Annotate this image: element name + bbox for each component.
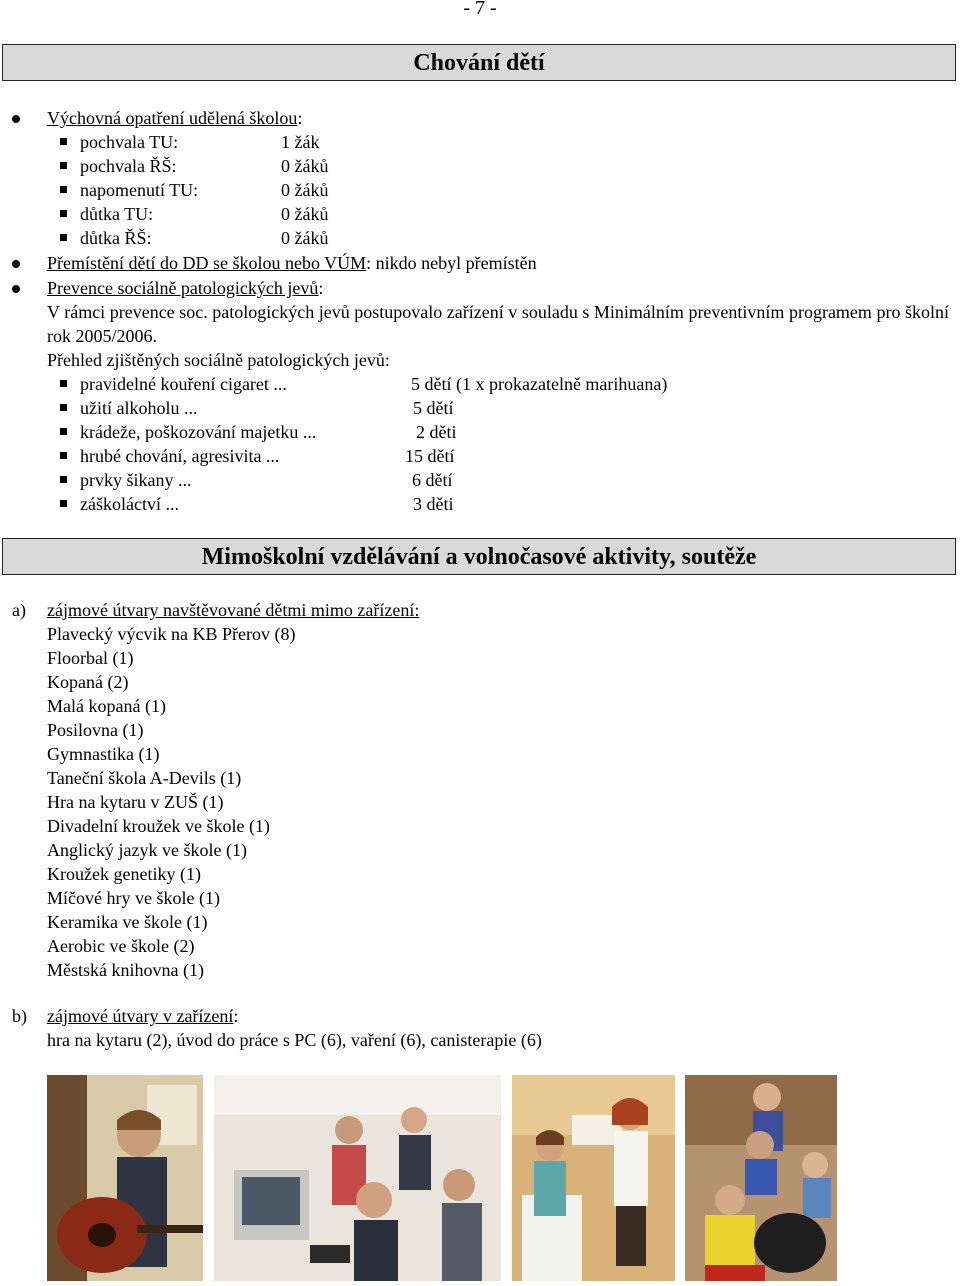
- list-item: Míčové hry ve škole (1): [47, 888, 220, 908]
- measure-value: 0 žáků: [281, 180, 329, 200]
- activities-b-colon: :: [233, 1006, 239, 1026]
- square-bullet-icon: [60, 500, 67, 507]
- section-title-behavior: [2, 44, 956, 81]
- prevention-heading: Prevence sociálně patologických jevů: [47, 278, 319, 298]
- measure-value: 0 žáků: [281, 228, 329, 248]
- phenomenon-value: 5 dětí: [413, 398, 454, 418]
- list-item: Městská knihovna (1): [47, 960, 204, 980]
- photo-guitar-boy: [47, 1075, 203, 1281]
- list-marker-a: a): [12, 600, 26, 620]
- list-item: Posilovna (1): [47, 720, 144, 740]
- photo-kitchen-girls: [512, 1075, 675, 1281]
- section-title-activities: [2, 538, 956, 575]
- activities-b-heading-row: [0, 1004, 960, 1028]
- list-item: Divadelní kroužek ve škole (1): [47, 816, 270, 836]
- phenomenon-value: 3 děti: [413, 494, 454, 514]
- prevention-paragraph: V rámci prevence soc. patologických jevů postupovalo zařízení v souladu s Minimálním preventivním programem pro školní rok 2005/2006.: [47, 302, 949, 346]
- list-item: [0, 154, 960, 178]
- list-item: [0, 130, 960, 154]
- activities-b-text: hra na kytaru (2), úvod do práce s PC (6), vaření (6), canisterapie (6): [47, 1030, 542, 1050]
- page-number: - 7 -: [463, 0, 497, 19]
- measure-value: 0 žáků: [281, 204, 329, 224]
- activities-a-heading-row: [0, 598, 960, 622]
- list-item: Floorbal (1): [47, 648, 134, 668]
- square-bullet-icon: [60, 234, 67, 241]
- section-title-text: Chování dětí: [413, 50, 545, 76]
- list-item: Plavecký výcvik na KB Přerov (8): [47, 624, 296, 644]
- phenomenon-value: 15 dětí: [405, 446, 455, 466]
- prevention-overview: Přehled zjištěných sociálně patologických jevů:: [47, 350, 390, 370]
- list-item: Malá kopaná (1): [47, 696, 166, 716]
- measures-list: [0, 130, 960, 250]
- list-item: Gymnastika (1): [47, 744, 160, 764]
- transfer-text: : nikdo nebyl přemístěn: [366, 253, 537, 273]
- bullet-icon: [12, 260, 20, 268]
- prevention-colon: :: [318, 278, 324, 298]
- photo-children-dog: [685, 1075, 837, 1281]
- phenomenon-label: užití alkoholu ...: [80, 398, 198, 418]
- list-item: [0, 492, 960, 516]
- phenomenon-label: pravidelné kouření cigaret ...: [80, 374, 287, 394]
- list-item: [0, 178, 960, 202]
- activities-a-list: [47, 622, 295, 982]
- square-bullet-icon: [60, 210, 67, 217]
- list-item: [0, 372, 960, 396]
- phenomenon-label: prvky šikany ...: [80, 470, 192, 490]
- phenomenon-value: 5 dětí (1 x prokazatelně marihuana): [411, 374, 668, 394]
- square-bullet-icon: [60, 476, 67, 483]
- square-bullet-icon: [60, 138, 67, 145]
- square-bullet-icon: [60, 380, 67, 387]
- activities-a-heading: zájmové útvary navštěvované dětmi mimo zařízení:: [47, 600, 420, 620]
- measure-value: 0 žáků: [281, 156, 329, 176]
- list-item: Anglický jazyk ve škole (1): [47, 840, 247, 860]
- list-item: Kopaná (2): [47, 672, 129, 692]
- phenomenon-label: krádeže, poškozování majetku ...: [80, 422, 317, 442]
- prevention-heading-row: [0, 276, 960, 300]
- phenomenon-label: záškoláctví ...: [80, 494, 179, 514]
- transfer-row: [0, 251, 960, 275]
- list-marker-b: b): [12, 1006, 27, 1026]
- photo-computer-group: [214, 1075, 501, 1281]
- phenomena-list: [0, 372, 960, 516]
- measures-heading-row: [0, 106, 960, 130]
- square-bullet-icon: [60, 186, 67, 193]
- list-item: [0, 396, 960, 420]
- measure-label: pochvala ŘŠ:: [80, 156, 177, 176]
- bullet-icon: [12, 285, 20, 293]
- list-item: [0, 420, 960, 444]
- transfer-heading: Přemístění dětí do DD se školou nebo VÚM: [47, 253, 367, 273]
- phenomenon-value: 2 děti: [416, 422, 457, 442]
- measure-label: napomenutí TU:: [80, 180, 199, 200]
- bullet-icon: [12, 115, 20, 123]
- list-item: Kroužek genetiky (1): [47, 864, 201, 884]
- measure-label: důtka ŘŠ:: [80, 228, 152, 248]
- square-bullet-icon: [60, 428, 67, 435]
- list-item: Keramika ve škole (1): [47, 912, 208, 932]
- list-item: Aerobic ve škole (2): [47, 936, 195, 956]
- list-item: Hra na kytaru v ZUŠ (1): [47, 792, 224, 812]
- measure-value: 1 žák: [281, 132, 320, 152]
- measures-heading: Výchovná opatření udělená školou: [47, 108, 298, 128]
- list-item: [0, 202, 960, 226]
- list-item: [0, 226, 960, 250]
- square-bullet-icon: [60, 404, 67, 411]
- list-item: [0, 444, 960, 468]
- square-bullet-icon: [60, 162, 67, 169]
- phenomenon-value: 6 dětí: [412, 470, 453, 490]
- section-title-text: Mimoškolní vzdělávání a volnočasové aktivity, soutěže: [201, 544, 757, 570]
- list-item: Taneční škola A-Devils (1): [47, 768, 242, 788]
- phenomenon-label: hrubé chování, agresivita ...: [80, 446, 280, 466]
- activities-b-heading: zájmové útvary v zařízení: [47, 1006, 234, 1026]
- square-bullet-icon: [60, 452, 67, 459]
- measure-label: pochvala TU:: [80, 132, 179, 152]
- measures-colon: :: [297, 108, 303, 128]
- measure-label: důtka TU:: [80, 204, 154, 224]
- list-item: [0, 468, 960, 492]
